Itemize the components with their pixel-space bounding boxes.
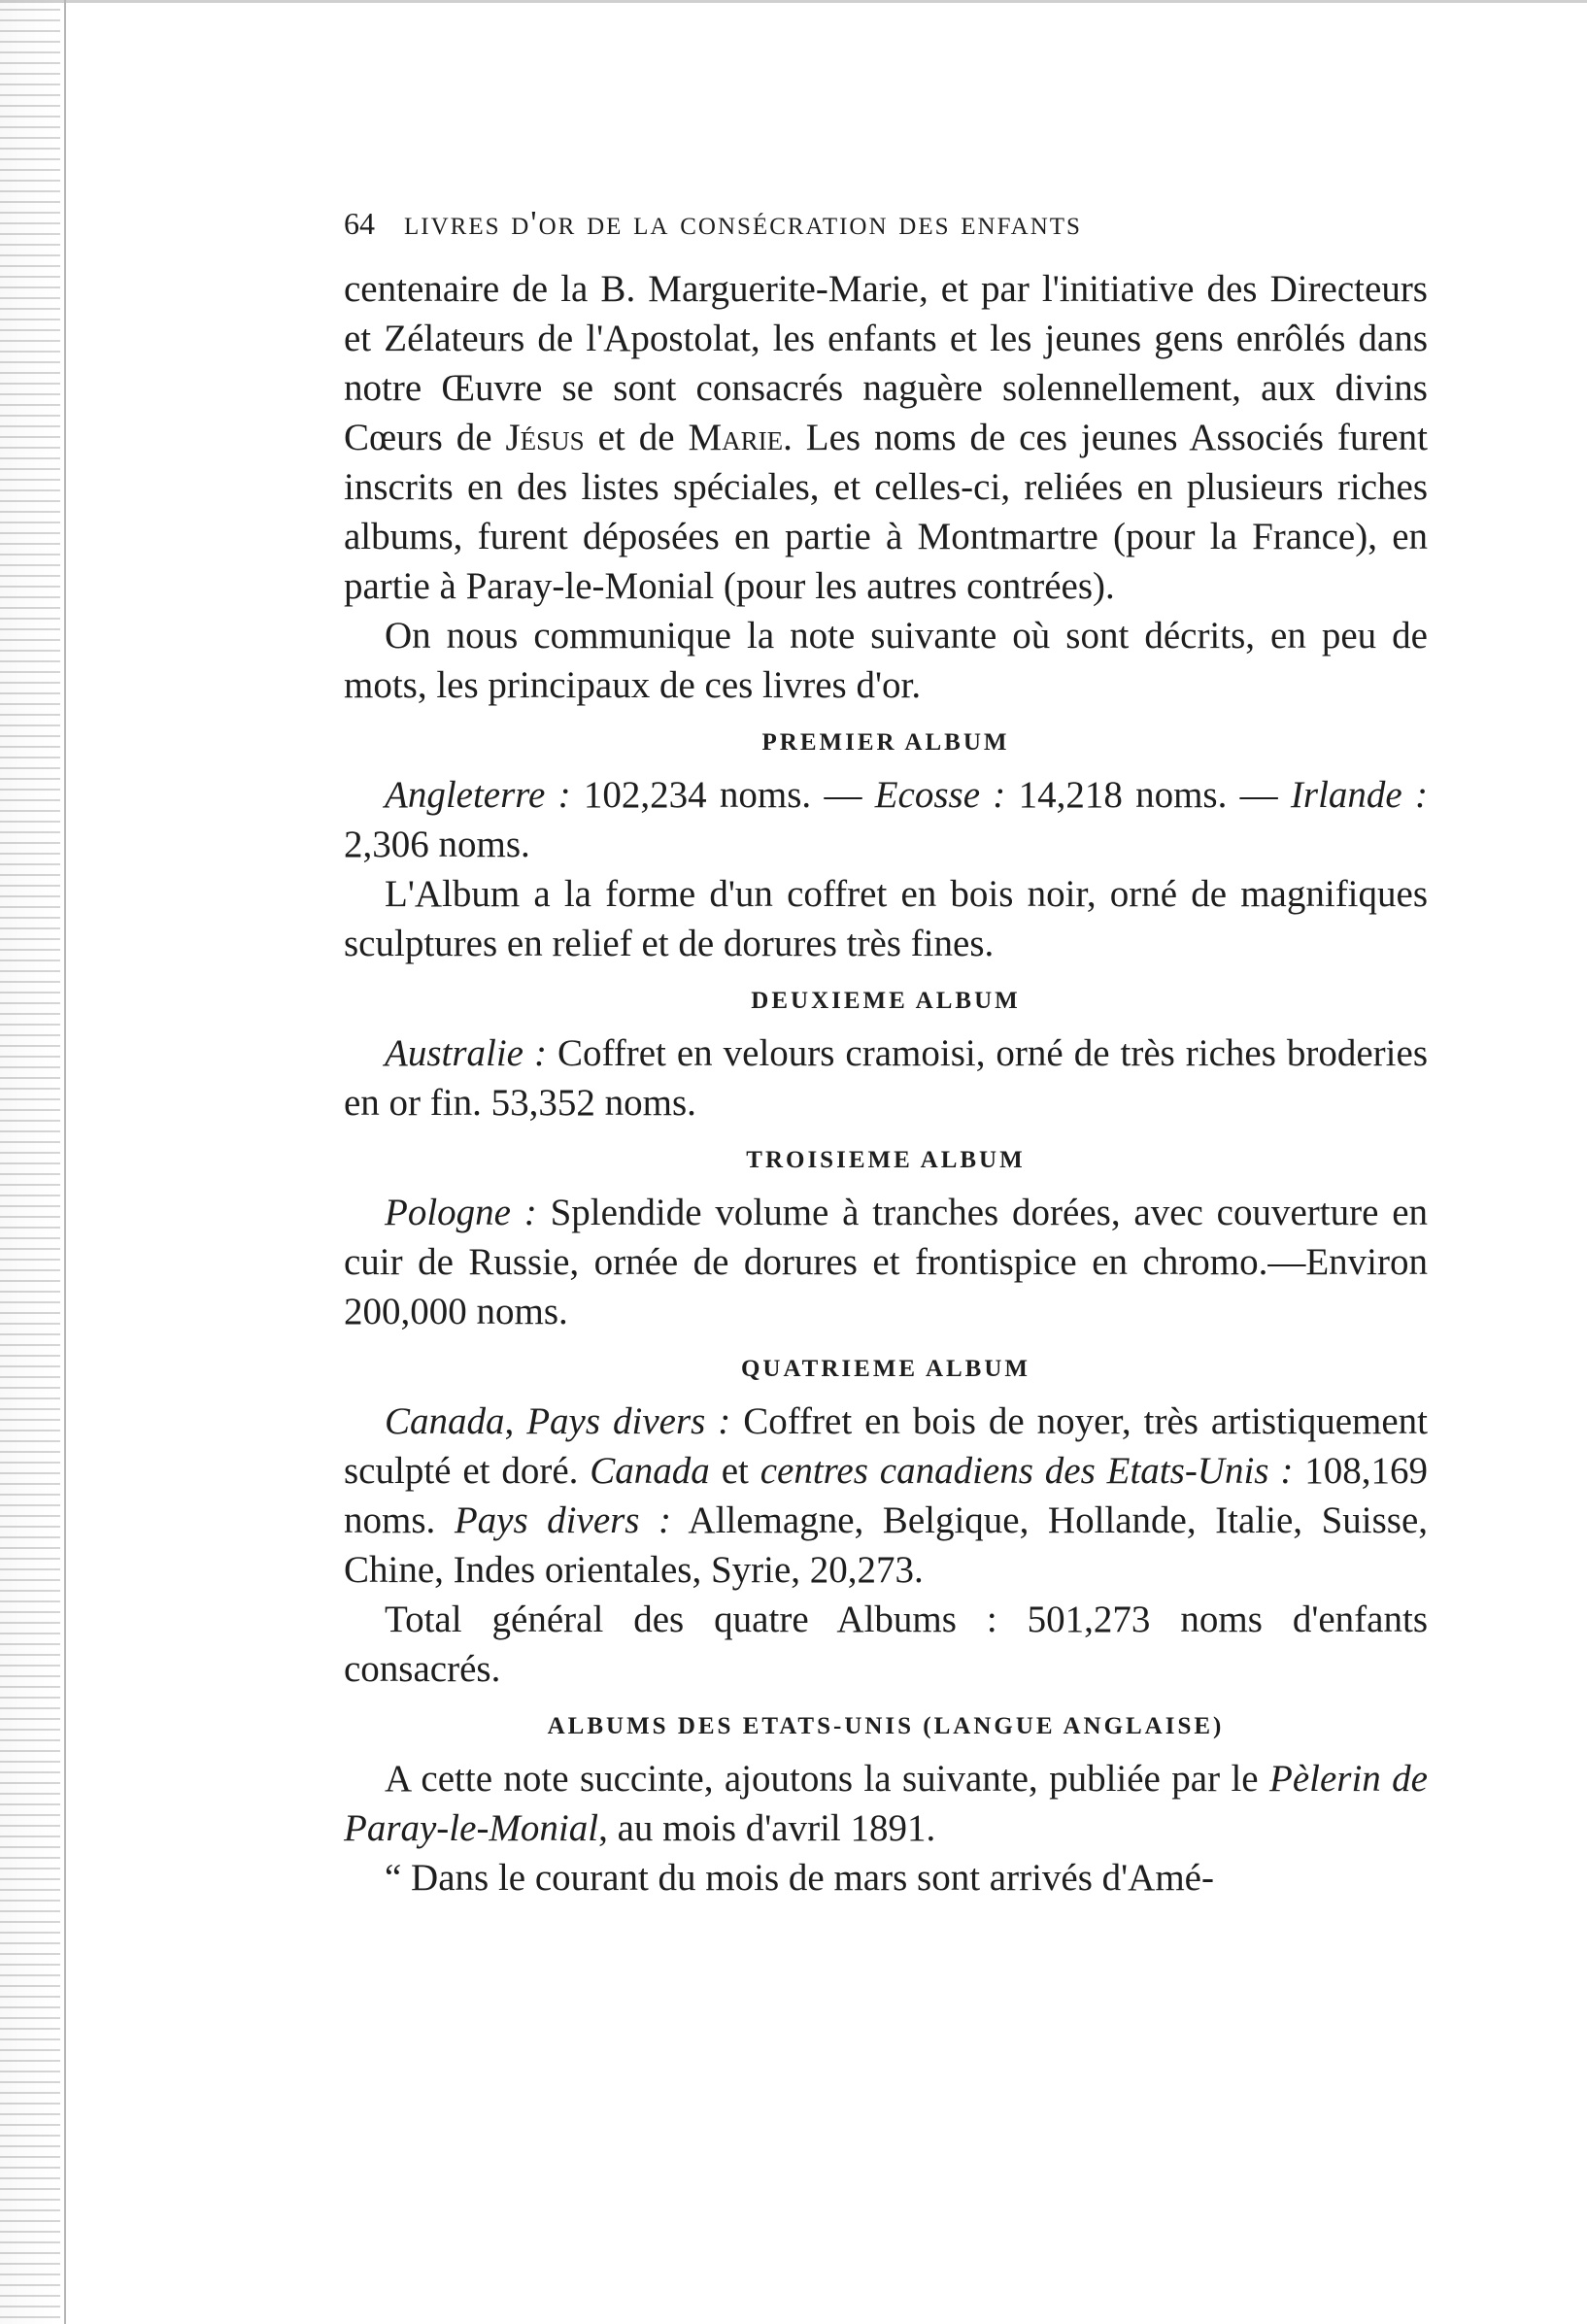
album-4-label-1: Canada [385, 1400, 505, 1442]
intro-text-b: et de [584, 417, 689, 458]
album-3-heading: TROISIEME ALBUM [746, 1147, 1026, 1173]
album-4-label-4: centres canadiens des Etats-Unis : [760, 1450, 1294, 1492]
running-head [344, 204, 1428, 243]
album-2-heading: DEUXIEME ALBUM [751, 988, 1021, 1014]
album-4-heading: QUATRIEME ALBUM [740, 1356, 1031, 1382]
intro-text-c: . Les noms de ces jeunes Associés furent inscrits en des listes spéciales, et celles-ci, reliées en plusieurs riches albums, furent déposées en partie à Montmartre (pour la France), en partie à Paray-le-Monial (pour les autres contrées). [344, 417, 1428, 607]
album-4-label-3: Canada [590, 1450, 710, 1492]
album-2-country: Australie : [385, 1032, 547, 1074]
album-1-count-1: 102,234 noms. — [570, 774, 875, 816]
album-4-paragraph [344, 1397, 1428, 1595]
album-1-description: L'Album a la forme d'un coffret en bois noir, orné de magnifiques sculptures en relief et de dorures très fines. [344, 873, 1428, 964]
album-1-country-1: Angleterre : [385, 774, 571, 816]
usa-text-2: , au mois d'avril 1891. [598, 1807, 936, 1849]
usa-text-1: A cette note succinte, ajoutons la suivante, publiée par le [385, 1758, 1269, 1800]
album-3-text: Splendide volume à tranches dorées, avec couverture en cuir de Russie, ornée de dorures et frontispice en chromo.—Environ 200,000 noms. [344, 1192, 1428, 1332]
page-text [344, 204, 1428, 1903]
usa-albums-heading: ALBUMS DES ETATS-UNIS (LANGUE ANGLAISE) [547, 1713, 1225, 1739]
album-3-paragraph [344, 1188, 1428, 1336]
quote-paragraph: “ Dans le courant du mois de mars sont arrivés d'Amé- [385, 1857, 1214, 1899]
album-4-sep: , [504, 1400, 527, 1442]
usa-source: Pèlerin de Paray-le-Monial [344, 1758, 1428, 1849]
album-1-country-3: Irlande : [1290, 774, 1428, 816]
album-1-count-3: 2,306 noms. [344, 824, 530, 865]
intro-paragraph [344, 264, 1428, 611]
album-4-text-1: Coffret en bois de noyer, très artistiquement sculpté et doré. [344, 1400, 1429, 1492]
intro-text-a: centenaire de la B. Marguerite-Marie, et par l'initiative des Directeurs et Zélateurs de l'Apostolat, les enfants et les jeunes gens enrôlés dans notre Œuvre se sont consacrés naguère solennellement, aux divins Cœurs de [344, 268, 1428, 458]
album-2-text: Coffret en velours cramoisi, orné de très riches broderies en or fin. 53,352 noms. [344, 1032, 1428, 1124]
usa-paragraph [344, 1754, 1428, 1853]
binding-edge [0, 0, 60, 2324]
note-intro-paragraph: On nous communique la note suivante où sont décrits, en peu de mots, les principaux de ces livres d'or. [344, 615, 1428, 706]
gutter-line [64, 0, 66, 2324]
name-marie: Marie [688, 417, 784, 458]
album-3-country: Pologne : [385, 1192, 537, 1233]
album-4-label-5: Pays divers : [454, 1499, 672, 1541]
album-1-heading: PREMIER ALBUM [761, 729, 1010, 756]
album-4-text-2: et [709, 1450, 760, 1492]
album-1-counts [344, 770, 1428, 869]
name-jesus: Jésus [505, 417, 585, 458]
album-1-country-2: Ecosse : [874, 774, 1006, 816]
album-1-count-2: 14,218 noms. — [1005, 774, 1291, 816]
top-page-edge [0, 0, 1587, 3]
running-title: livres d'or de la consécration des enfants [404, 204, 1082, 242]
total-paragraph: Total général des quatre Albums : 501,273 noms d'enfants consacrés. [344, 1599, 1428, 1690]
album-4-text-4: Allemagne, Belgique, Hollande, Italie, Suisse, Chine, Indes orientales, Syrie, 20,273. [344, 1499, 1429, 1591]
album-4-label-2: Pays divers : [526, 1400, 731, 1442]
album-2-paragraph [344, 1028, 1428, 1128]
album-4-text-3: 108,169 noms. [344, 1450, 1428, 1541]
page-number: 64 [344, 206, 375, 241]
